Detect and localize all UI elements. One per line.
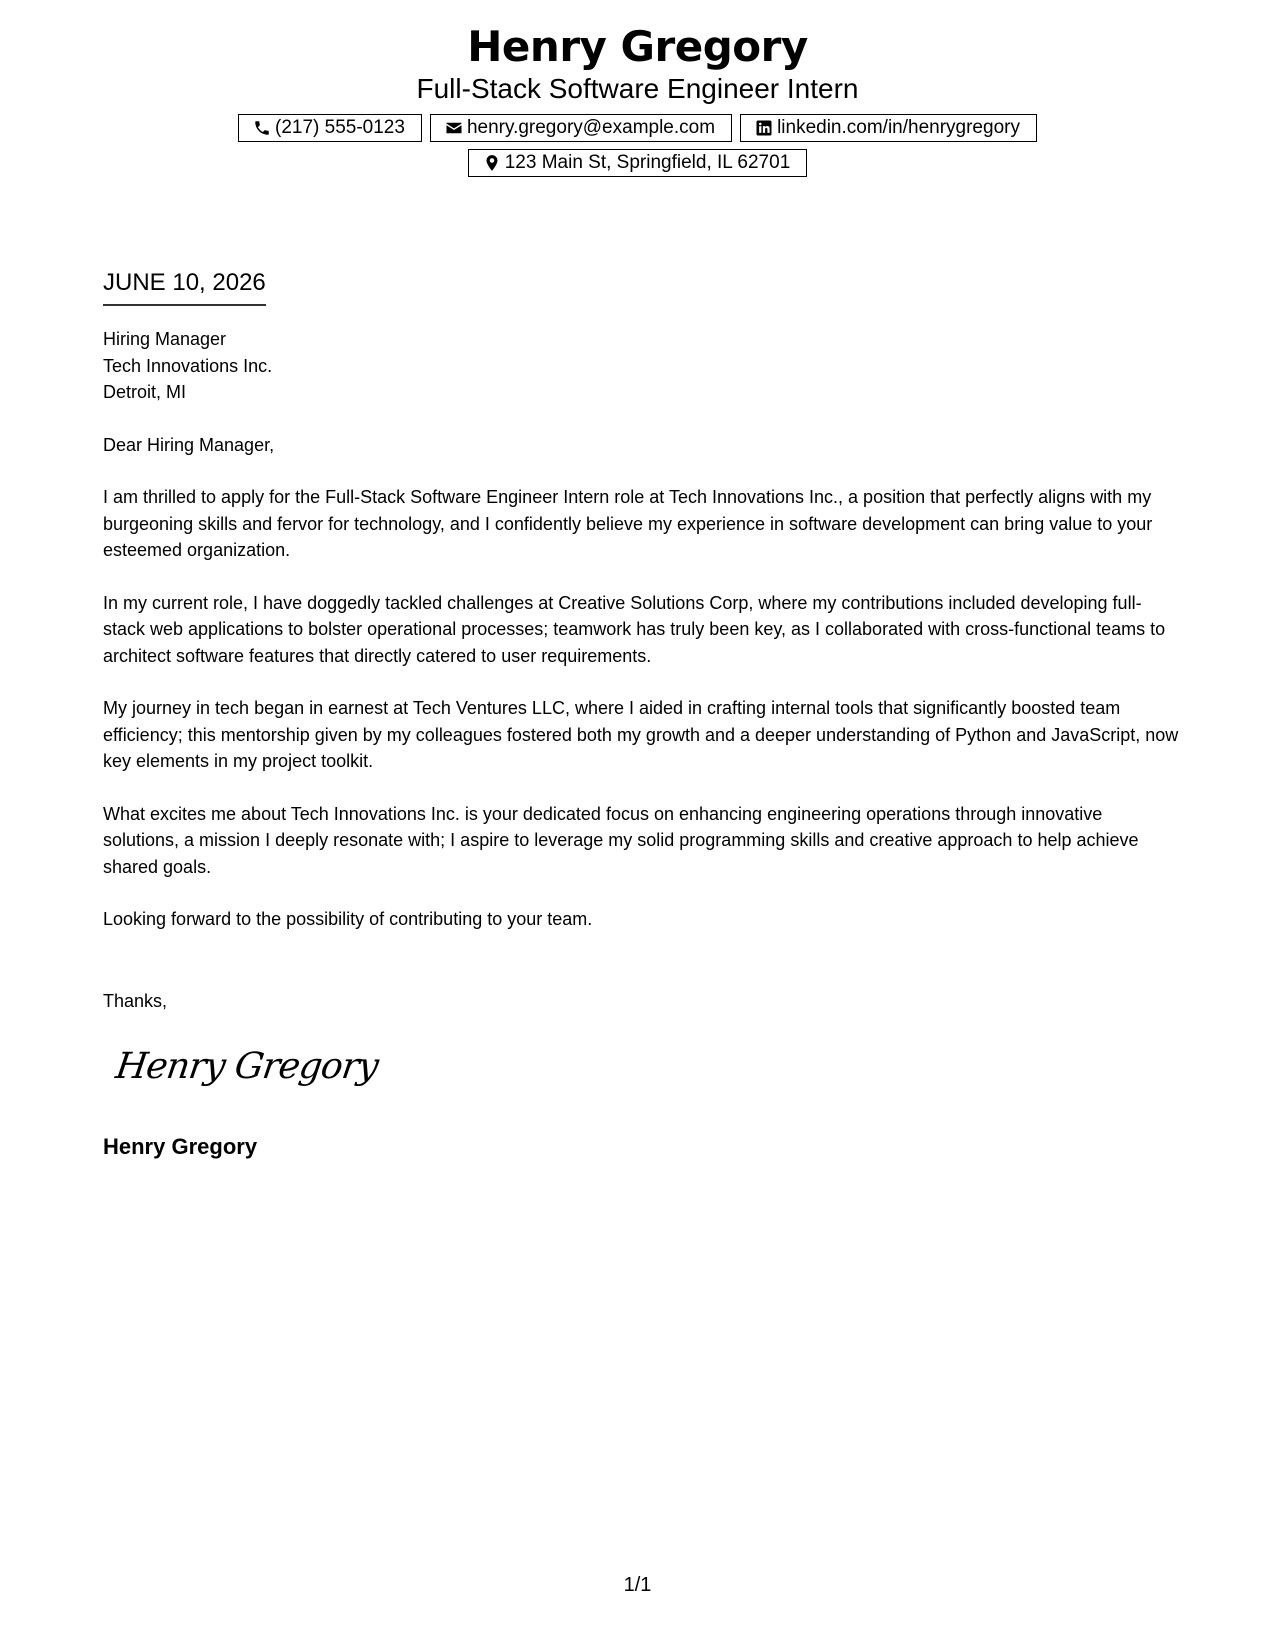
recipient-line: Detroit, MI: [103, 382, 187, 402]
body-paragraph: Looking forward to the possibility of contributing to your team.: [103, 909, 593, 929]
letter-date: JUNE 10, 2026: [103, 268, 266, 306]
map-marker-icon: [483, 154, 501, 172]
phone-text: (217) 555-0123: [275, 117, 405, 138]
address-text: 123 Main St, Springfield, IL 62701: [504, 152, 791, 173]
page-number: 1/1: [623, 1574, 652, 1596]
handwritten-signature: Henry Gregory: [113, 1046, 381, 1087]
email-text: henry.gregory@example.com: [466, 117, 716, 138]
body-paragraph: I am thrilled to apply for the Full-Stack Software Engineer Intern role at Tech Innovations Inc., a position that perfectly aligns with my burgeoning skills and fervor for technology, and I confidently believe my experience in software development can bring value to your esteemed organization.: [103, 487, 1153, 560]
linkedin-icon: [755, 119, 773, 137]
letter-body: [103, 326, 1183, 933]
contact-row: [0, 114, 1275, 142]
salutation: Dear Hiring Manager,: [103, 434, 275, 455]
body-paragraph: In my current role, I have doggedly tackled challenges at Creative Solutions Corp, where my contributions included developing full-stack web applications to bolster operational processes; teamwork has truly been key, as I collaborated with cross-functional teams to architect software features that directly catered to user requirements.: [103, 592, 1166, 666]
applicant-title: Full-Stack Software Engineer Intern: [416, 73, 859, 104]
signer-name: Henry Gregory: [103, 1134, 258, 1159]
recipient-line: Hiring Manager: [103, 329, 227, 349]
body-paragraph: My journey in tech began in earnest at Tech Ventures LLC, where I aided in crafting internal tools that significantly boosted team efficiency; this mentorship given by my colleagues fostered both my growth and a deeper understanding of Python and JavaScript, now key elements in my project toolkit.: [103, 698, 1179, 771]
envelope-icon: [445, 119, 463, 137]
address-contact: [468, 149, 808, 177]
recipient-line: Tech Innovations Inc.: [103, 355, 273, 376]
linkedin-text: linkedin.com/in/henrygregory: [777, 117, 1020, 138]
contact-row-address: [0, 149, 1275, 177]
email-contact[interactable]: [430, 114, 732, 142]
phone-contact: [238, 114, 422, 142]
letter-header: [0, 22, 1275, 177]
applicant-name: Henry Gregory: [467, 22, 808, 71]
phone-icon: [253, 119, 271, 137]
linkedin-contact[interactable]: [740, 114, 1037, 142]
recipient-block: [103, 326, 1183, 406]
closing: Thanks,: [103, 991, 168, 1011]
body-paragraph: What excites me about Tech Innovations Inc. is your dedicated focus on enhancing engineering operations through innovative solutions, a mission I deeply resonate with; I aspire to leverage my solid programming skills and creative approach to help achieve shared goals.: [103, 803, 1139, 877]
